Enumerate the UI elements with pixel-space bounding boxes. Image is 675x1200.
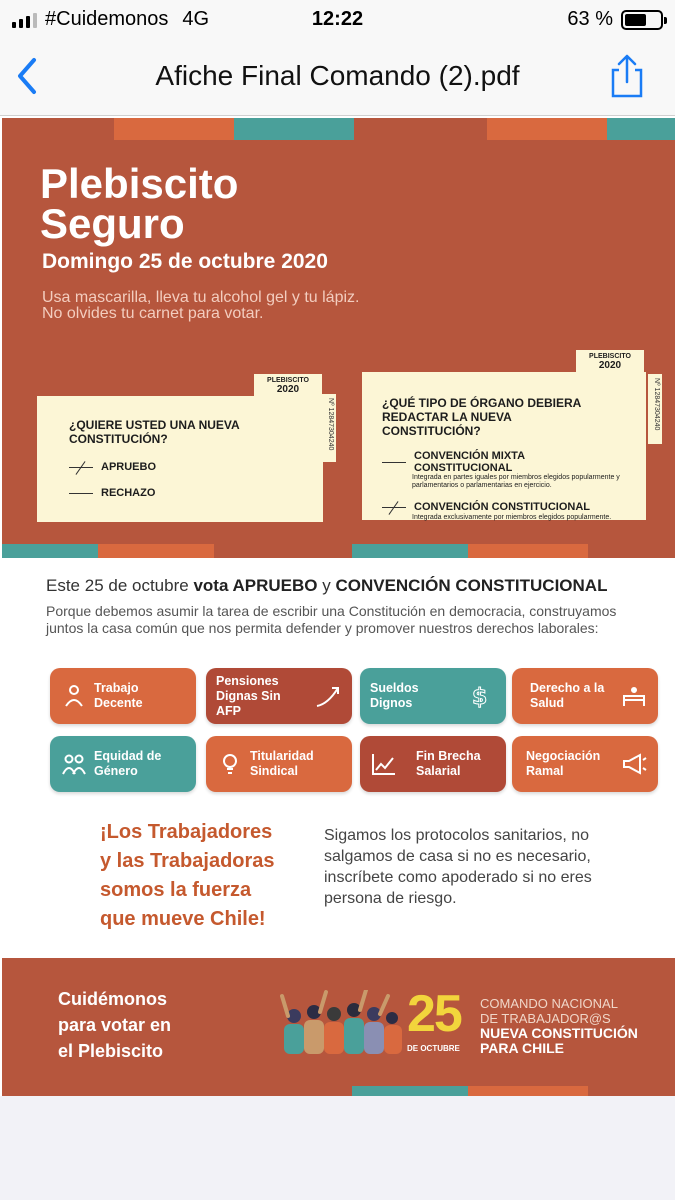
- big-date-month: DE OCTUBRE: [407, 1044, 460, 1053]
- document-title: Afiche Final Comando (2).pdf: [155, 60, 520, 91]
- ballot-question: ¿QUÉ TIPO DE ÓRGANO DEBIERA REDACTAR LA NUEVA CONSTITUCIÓN?: [382, 396, 581, 438]
- ballot-tag: PLEBISCITO 2020: [576, 350, 644, 372]
- vote-headline: Este 25 de octubre vota APRUEBO y CONVENCIÓN CONSTITUCIONAL: [46, 576, 608, 595]
- blank-line-icon: [382, 455, 406, 469]
- money-icon: [468, 682, 496, 710]
- deco-bar: [2, 544, 98, 558]
- ballot-question: ¿QUIERE USTED UNA NUEVA CONSTITUCIÓN?: [69, 418, 240, 446]
- deco-bar: [98, 544, 214, 558]
- ballot-option: CONVENCIÓN CONSTITUCIONAL: [382, 500, 626, 514]
- ballot-option: CONVENCIÓN MIXTA CONSTITUCIONAL: [382, 450, 626, 474]
- deco-bar: [352, 1086, 468, 1096]
- status-bar: [0, 0, 675, 40]
- chart-icon: [370, 750, 398, 778]
- network-label: 4G: [182, 8, 210, 30]
- chevron-left-icon: [12, 56, 44, 96]
- tile-negociacion-ramal: Negociación Ramal: [512, 736, 658, 792]
- check-mark-icon: [69, 460, 93, 474]
- health-advice: Sigamos los protocolos sanitarios, no salgamos de casa si no es necesario, inscríbete como apoderado si no eres persona de riesgo.: [324, 827, 592, 907]
- hospital-bed-icon: [620, 682, 648, 710]
- deco-bar: [487, 118, 607, 140]
- care-message: Cuidémonos para votar en el Plebiscito: [58, 989, 172, 1061]
- ballot-option: APRUEBO: [69, 460, 291, 474]
- pdf-page[interactable]: [0, 116, 675, 1096]
- carrier-label: #Cuidemonos: [45, 8, 169, 30]
- check-mark-icon: [382, 500, 406, 514]
- vote-paragraph: Porque debemos asumir la tarea de escribir una Constitución en democracia, construyamos juntos la casa común que nos permita defender y promover nuestros derechos laborales:: [46, 603, 617, 636]
- ballot-card: [362, 372, 646, 520]
- poster-title: Plebiscito Seguro: [40, 160, 239, 247]
- tile-fin-brecha: Fin Brecha Salarial: [360, 736, 506, 792]
- battery-percent: 63 %: [567, 8, 613, 30]
- poster-body: [2, 568, 675, 958]
- megaphone-icon: [620, 750, 648, 778]
- clock: 12:22: [311, 8, 364, 30]
- deco-bar: [607, 118, 675, 140]
- slogan: ¡Los Trabajadores y las Trabajadoras somos la fuerza que mueve Chile!: [100, 821, 275, 930]
- poster-hero: [2, 118, 675, 558]
- svg-text:$: $: [472, 685, 488, 710]
- deco-bar: [234, 118, 354, 140]
- blank-line-icon: [69, 486, 93, 500]
- back-button[interactable]: [12, 56, 44, 96]
- deco-bar: [468, 1086, 588, 1096]
- tile-equidad-genero: Equidad de Género: [50, 736, 196, 792]
- poster-date: Domingo 25 de octubre 2020: [42, 250, 328, 273]
- organization-name: COMANDO NACIONAL DE TRABAJADOR@S NUEVA CONSTITUCIÓN PARA CHILE: [480, 996, 638, 1056]
- poster-footer: [2, 958, 675, 1096]
- deco-bar: [114, 118, 234, 140]
- ballot-serial: Nº 12847304240: [648, 374, 662, 444]
- poster-description: Usa mascarilla, lleva tu alcohol gel y tu lápiz. No olvides tu carnet para votar.: [42, 289, 360, 322]
- tile-titularidad-sindical: Titularidad Sindical: [206, 736, 352, 792]
- battery-icon: [621, 10, 663, 30]
- tile-sueldos-dignos: Sueldos Dignos $: [360, 668, 506, 724]
- ballot-option-note: Integrada en partes iguales por miembros elegidos popularmente y parlamentarios o parlamentarias en ejercicio.: [412, 474, 620, 489]
- trend-arrow-icon: [314, 682, 342, 710]
- share-icon: [607, 52, 647, 100]
- ballot-tag: PLEBISCITO 2020: [254, 374, 322, 396]
- big-date-number: 25: [407, 985, 461, 1043]
- person-icon: [60, 682, 88, 710]
- viewer-background: [0, 1096, 675, 1200]
- idea-icon: [216, 750, 244, 778]
- ballot-serial: Nº 12847304240: [322, 394, 336, 462]
- crowd-icon: [280, 990, 404, 1054]
- navigation-bar: [0, 40, 675, 116]
- deco-bar: [352, 544, 468, 558]
- ballot-card: [37, 396, 323, 522]
- tile-pensiones-dignas: Pensiones Dignas Sin AFP: [206, 668, 352, 724]
- tile-trabajo-decente: Trabajo Decente: [50, 668, 196, 724]
- tile-derecho-salud: Derecho a la Salud: [512, 668, 658, 724]
- people-icon: [60, 750, 88, 778]
- deco-bar: [468, 544, 588, 558]
- ballot-option: RECHAZO: [69, 486, 291, 500]
- share-button[interactable]: [607, 52, 647, 100]
- ballot-option-note: Integrada exclusivamente por miembros elegidos popularmente.: [412, 514, 612, 521]
